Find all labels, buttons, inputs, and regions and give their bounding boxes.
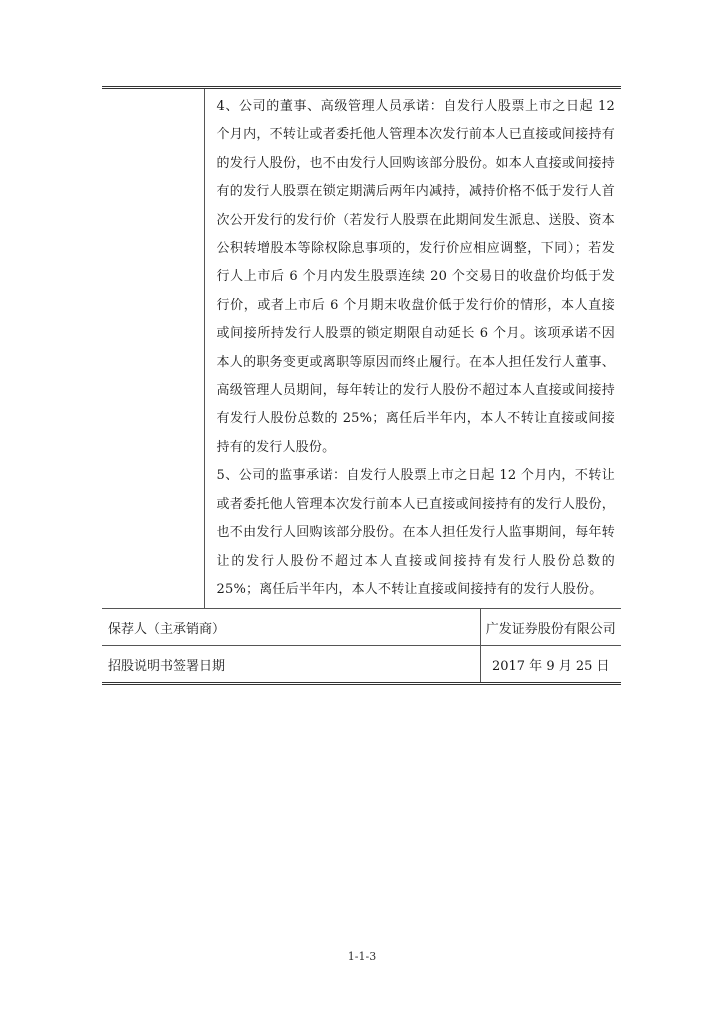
paragraph-director-commitment: 4、公司的董事、高级管理人员承诺：自发行人股票上市之日起 12 个月内，不转让或者委托他人管理本次发行前本人已直接或间接持有的发行人股份，也不由发行人回购该部分股份。如本人直接或间接持有的发行人股票在锁定期满后两年内减持，减持价格不低于发行人首次公开发行的发行价（若发行人股票在此期间发生派息、送股、资本公积转增股本等除权除息事项的，发行价应相应调整，下同）；若发行人上市后 6 个月内发生股票连续 20 个交易日的收盘价均低于发行价，或者上市后 6 个月期末收盘价低于发行价的情形，本人直接或间接所持发行人股票的锁定期限自动延长 6 个月。该项承诺不因本人的职务变更或离职等原因而终止履行。在本人担任发行人董事、高级管理人员期间，每年转让的发行人股份不超过本人直接或间接持有发行人股份总数的 25%；离任后半年内，本人不转让直接或间接持有的发行人股份。: [216, 99, 615, 455]
empty-label-cell: [102, 88, 204, 609]
table-row: [102, 609, 621, 646]
commitment-text-cell: [204, 88, 621, 609]
info-table: [102, 86, 621, 685]
sponsor-label: 保荐人（主承销商）: [102, 609, 480, 646]
sign-date-value: 2017 年 9 月 25 日: [480, 646, 621, 684]
paragraph-supervisor-commitment: 5、公司的监事承诺：自发行人股票上市之日起 12 个月内，不转让或者委托他人管理本次发行前本人已直接或间接持有的发行人股份，也不由发行人回购该部分股份。在本人担任发行人监事期间，每年转让的发行人股份不超过本人直接或间接持有发行人股份总数的 25%；离任后半年内，本人不转让直接或间接持有的发行人股份。: [216, 468, 615, 597]
sign-date-label: 招股说明书签署日期: [102, 646, 480, 684]
page-number: 1-1-3: [347, 950, 377, 963]
table-row: [102, 646, 621, 684]
sponsor-value: 广发证券股份有限公司: [480, 609, 621, 646]
commitment-row: [102, 88, 621, 609]
